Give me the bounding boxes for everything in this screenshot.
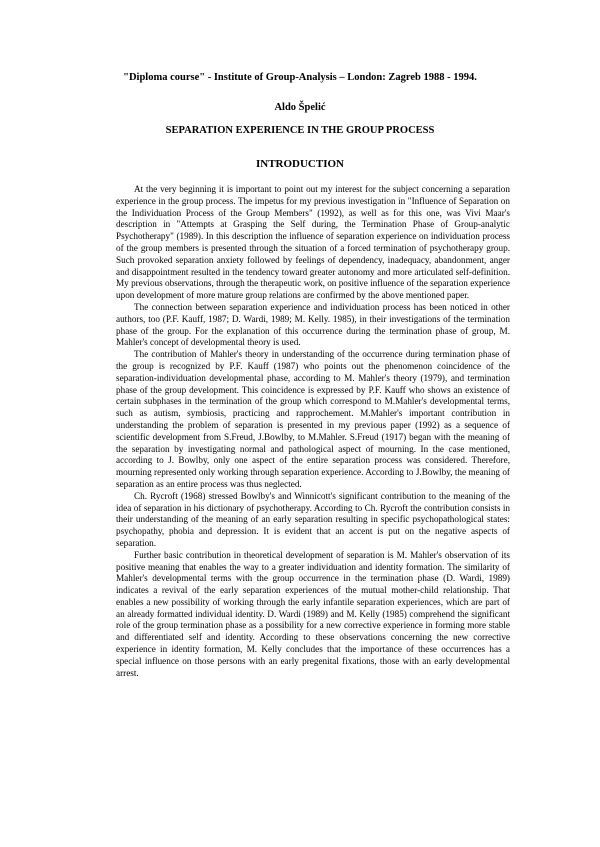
author-name: Aldo Špelić	[274, 102, 326, 113]
paragraph-1: At the very beginning it is important to point out my interest for the subject concerning a separation experience in the group process. The impetus for my previous investigation in "Influence of Separation on the Individuation Process of the Group Members" (1992), as well as for this one, was Vivi Maar's description in "Attempts at Grasping the Self during, the Termination Phase of Group-analytic Psychotherapy" (1989). In this description the influence of separation experience on individuation process of the group members is presented through the situation of a forced termination of psychotherapy group. Such provoked separation anxiety followed by feelings of dependency, inadequacy, abandonment, anger and disappointment resulted in the tendency toward greater autonomy and more articulated self-definition. My previous observations, through the therapeutic work, on positive influence of the separation experience upon development of more mature group relations are confirmed by the above mentioned paper.	[116, 184, 510, 301]
body-text	[116, 184, 510, 679]
paragraph-3: The contribution of Mahler's theory in understanding of the occurrence during termination phase of the group is recognized by P.F. Kauff (1987) who points out the phenomenon coincidence of the separation-individuation developmental phase, according to M. Mahler's theory (1979), and termination phase of the group development. This coincidence is expressed by P.F. Kauff who shows an existence of certain subphases in the termination of the group which correspond to M.Mahler's developmental terms, such as autism, symbiosis, practicing and rapprochement. M.Mahler's important contribution in understanding the problem of separation is presented in my previous paper (1992) as a sequence of scientific development from S.Freud, J.Bowlby, to M.Mahler. S.Freud (1917) began with the meaning of the separation by investigating normal and pathological aspect of mourning. In the case mentioned, according to J. Bowlby, only one aspect of the entire separation process was considered. Therefore, mourning represented only working through separation experience. According to J.Bowlby, the meaning of separation as an entire process was thus neglected.	[116, 349, 510, 489]
section-heading: INTRODUCTION	[255, 158, 344, 170]
paragraph-2: The connection between separation experience and individuation process has been noticed in other authors, too (P.F. Kauff, 1987; D. Wardi, 1989; M. Kelly. 1985), in their investigations of the termination phase of the group. For the explanation of this occurrence during the termination phase of group, M. Mahler's concept of developmental theory is used.	[116, 301, 510, 348]
paragraph-4: Ch. Rycroft (1968) stressed Bowlby's and Winnicott's significant contribution to the meaning of the idea of separation in his dictionary of psychotherapy. According to Ch. Rycroft the contribution consists in their understanding of the meaning of an early separation resulting in specific psychopathological states: psychopathy, phobia and depression. It is evident that an accent is put on the negative aspects of separation.	[116, 490, 510, 548]
paragraph-5: Further basic contribution in theoretical development of separation is M. Mahler's observation of its positive meaning that enables the way to a greater individuation and identity formation. The similarity of Mahler's developmental terms with the group occurrence in the termination phase (D. Wardi, 1989) indicates a revival of the early separation experiences of the mutual mother-child relationship. That enables a new possibility of working through the early infantile separation experiences, which are part of an already formatted individual identity. D. Wardi (1989) and M. Kelly (1985) comprehend the significant role of the group termination phase as a possibility for a new corrective experience in forming more stable and differentiated self and identity. According to these observations concerning the new corrective experience in identity formation, M. Kelly concludes that the importance of these occurrences has a special influence on those persons with an early pregenital fixations, those with an early developmental arrest.	[116, 549, 510, 678]
paper-title: SEPARATION EXPERIENCE IN THE GROUP PROCESS	[165, 125, 435, 136]
course-header: "Diploma course" - Institute of Group-Analysis – London: Zagreb 1988 - 1994.	[123, 72, 477, 83]
